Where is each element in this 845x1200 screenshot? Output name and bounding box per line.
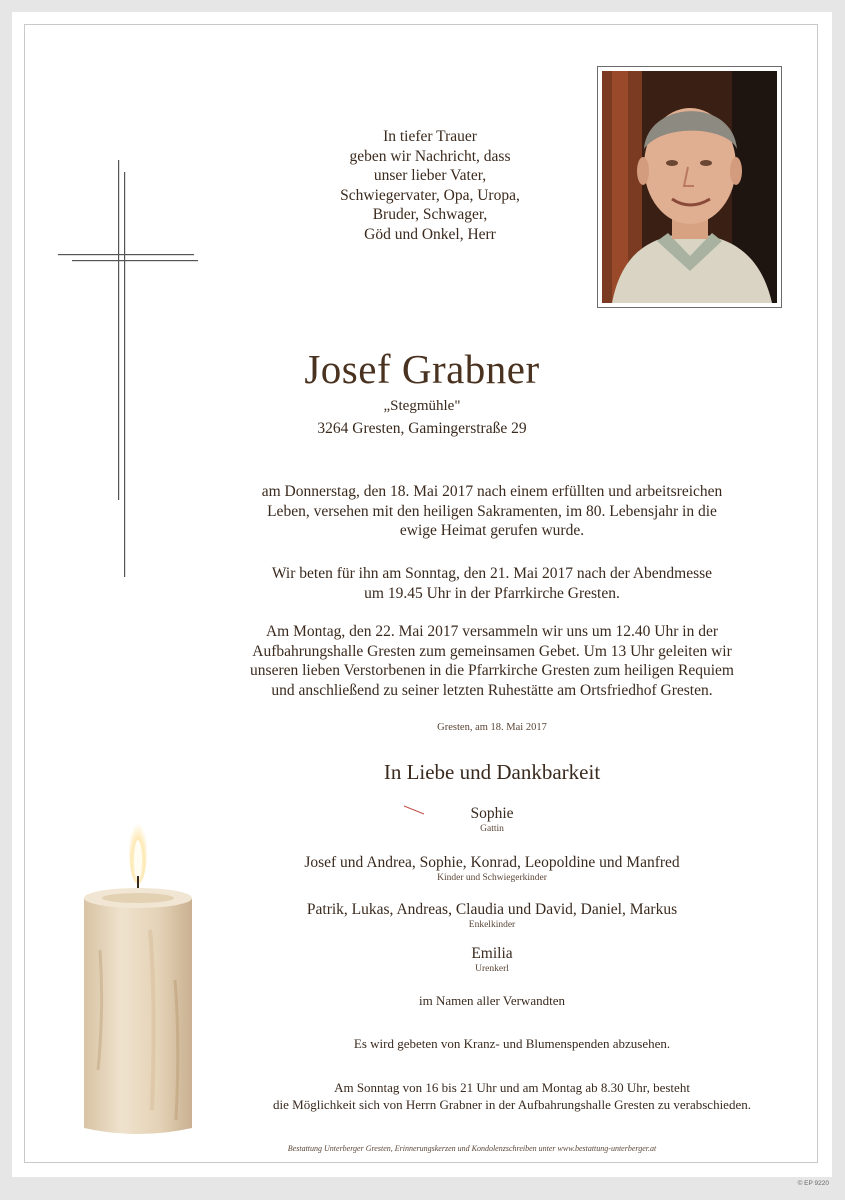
- intro-line: Bruder, Schwager,: [372, 206, 488, 223]
- intro-line: unser lieber Vater,: [373, 167, 487, 184]
- deceased-nickname: „Stegmühle": [383, 398, 461, 414]
- mourner-relation: Urenkerl: [475, 964, 509, 974]
- mourner-names: Emilia: [471, 945, 513, 962]
- intro-line: In tiefer Trauer: [383, 128, 477, 145]
- mourner-names: Josef und Andrea, Sophie, Konrad, Leopoldine und Manfred: [304, 854, 680, 871]
- paragraph-line: unseren lieben Verstorbenen in die Pfarrkirche Gresten zum heiligen Requiem: [250, 662, 734, 679]
- on-behalf-text: im Namen aller Verwandten: [419, 993, 565, 1008]
- mourner-relation: Kinder und Schwiegerkinder: [437, 873, 547, 883]
- portrait-photo: [597, 66, 782, 308]
- paragraph-line: Wir beten für ihn am Sonntag, den 21. Mai 2017 nach der Abendmesse: [271, 565, 713, 582]
- paragraph-line: ewige Heimat gerufen wurde.: [399, 522, 585, 539]
- mourner-group: [202, 853, 782, 885]
- deceased-address: 3264 Gresten, Gamingerstraße 29: [317, 420, 527, 437]
- paragraph-line: Am Montag, den 22. Mai 2017 versammeln wir uns um 12.40 Uhr in der: [265, 623, 719, 640]
- paragraph-line: um 19.45 Uhr in der Pfarrkirche Gresten.: [364, 584, 620, 602]
- mourner-group: [202, 944, 782, 976]
- death-notice-paragraph: [222, 482, 762, 541]
- viewing-line: Am Sonntag von 16 bis 21 Uhr und am Montag ab 8.30 Uhr, besteht: [334, 1080, 690, 1095]
- funeral-paragraph: [222, 622, 762, 700]
- intro-text: [280, 127, 580, 244]
- paragraph-line: am Donnerstag, den 18. Mai 2017 nach einem erfüllten und arbeitsreichen: [261, 483, 723, 500]
- mourner-names: Sophie: [470, 805, 514, 822]
- paragraph-line: und anschließend zu seiner letzten Ruhestätte am Ortsfriedhof Gresten.: [271, 681, 713, 699]
- mourner-relation: Gattin: [480, 824, 504, 834]
- intro-line: geben wir Nachricht, dass: [349, 147, 511, 165]
- print-code: © EP 9220: [797, 1180, 829, 1187]
- undertaker-footer: Bestattung Unterberger Gresten, Erinnerungskerzen und Kondolenzschreiben unter www.bestattung-unterberger.at: [287, 1144, 657, 1153]
- intro-line: Schwiegervater, Opa, Uropa,: [340, 186, 520, 204]
- wreath-note: Es wird gebeten von Kranz- und Blumenspenden abzusehen.: [353, 1036, 671, 1051]
- mourners-heading: In Liebe und Dankbarkeit: [383, 760, 601, 784]
- portrait-image: [602, 71, 777, 303]
- mourner-names: Patrik, Lukas, Andreas, Claudia und David, Daniel, Markus: [306, 901, 678, 918]
- paragraph-line: Aufbahrungshalle Gresten zum gemeinsamen Gebet. Um 13 Uhr geleiten wir: [252, 642, 732, 660]
- obituary-sheet: [12, 12, 832, 1177]
- viewing-line: die Möglichkeit sich von Herrn Grabner in der Aufbahrungshalle Gresten zu verabschieden.: [273, 1097, 751, 1112]
- mourner-group: [202, 804, 782, 836]
- mourner-group: [202, 900, 782, 932]
- viewing-info: [192, 1079, 832, 1113]
- place-date: Gresten, am 18. Mai 2017: [437, 722, 547, 733]
- mourner-relation: Enkelkinder: [468, 920, 516, 930]
- intro-line: Göd und Onkel, Herr: [364, 225, 496, 243]
- candle-icon: [80, 810, 208, 1140]
- deceased-name: Josef Grabner: [304, 346, 540, 392]
- paragraph-line: Leben, versehen mit den heiligen Sakramenten, im 80. Lebensjahr in die: [267, 502, 717, 520]
- prayer-paragraph: [222, 564, 762, 603]
